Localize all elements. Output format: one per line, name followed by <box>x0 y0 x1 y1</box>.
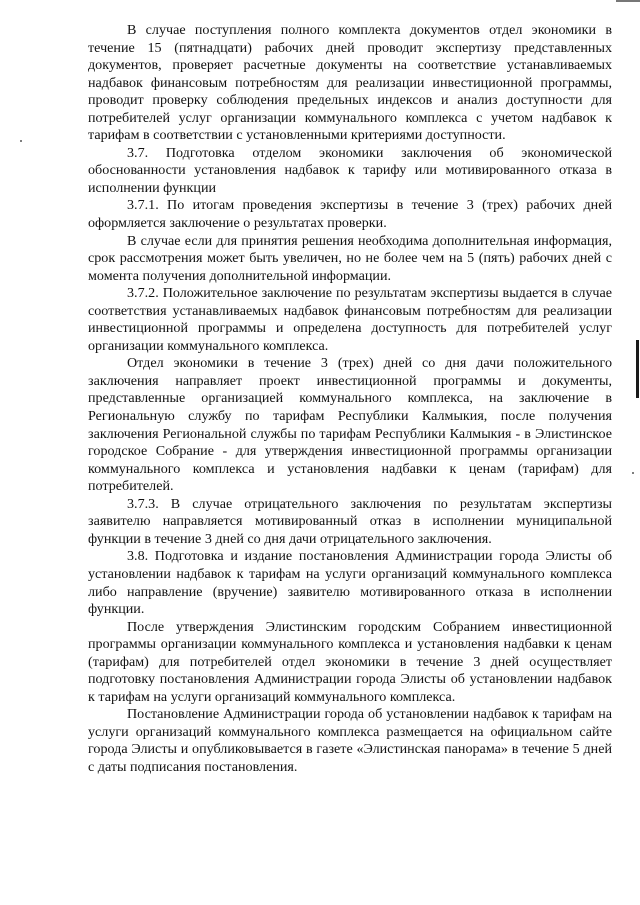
paragraph: Постановление Администрации города об установлении надбавок к тарифам на услуги организаций коммунального комплекса размещается на официальном сайте города Элисты и опубликовывается в газете «Элистинская панорама» в течение 5 дней с даты подписания постановления. <box>88 706 612 775</box>
paragraph: Отдел экономики в течение 3 (трех) дней со дня дачи положительного заключения направляет проект инвестиционной программы и документы, представленные организацией коммунального комплекса, на заключение в Региональную службу по тарифам Республики Калмыкия, после получения заключения Региональной службы по тарифам Республики Калмыкия - в Элистинское городское Собрание - для утверждения инвестиционной программы организации коммунального комплекса и установления надбавки к ценам (тарифам) для потребителей. <box>88 355 612 495</box>
scan-speck <box>632 472 634 474</box>
scan-corner-mark <box>616 0 640 2</box>
paragraph: 3.7.1. По итогам проведения экспертизы в течение 3 (трех) рабочих дней оформляется заключение о результатах проверки. <box>88 197 612 232</box>
scan-edge-mark <box>636 340 639 398</box>
paragraph: 3.8. Подготовка и издание постановления Администрации города Элисты об установлении надбавок к тарифам на услуги организаций коммунального комплекса либо направление (вручение) заявителю мотивированного отказа в исполнении функции. <box>88 548 612 618</box>
scan-speck <box>20 140 22 142</box>
document-body <box>88 22 612 777</box>
paragraph: 3.7.3. В случае отрицательного заключения по результатам экспертизы заявителю направляется мотивированный отказ в исполнении муниципальной функции в течение 3 дней со дня дачи отрицательного заключения. <box>88 495 612 547</box>
paragraph: После утверждения Элистинским городским Собранием инвестиционной программы организации коммунального комплекса и установления надбавки к ценам (тарифам) для потребителей отдел экономики в течение 3 дней осуществляет подготовку постановления Администрации города Элисты об установлении надбавок к тарифам на услуги организаций коммунального комплекса. <box>88 618 612 705</box>
paragraph: В случае если для принятия решения необходима дополнительная информация, срок рассмотрения может быть увеличен, но не более чем на 5 (пять) рабочих дней с момента получения дополнительной информации. <box>88 232 612 284</box>
paragraph: В случае поступления полного комплекта документов отдел экономики в течение 15 (пятнадцати) рабочих дней проводит экспертизу представленных документов, проверяет расчетные документы на соответствие устанавливаемых надбавок финансовым потребностям для реализации инвестиционной программы, проводит проверку соблюдения предельных индексов и анализ доступности для потребителей услуг организации коммунального комплекса с учетом надбавок к тарифам в соответствии с установленными критериями доступности. <box>88 22 612 144</box>
paragraph: 3.7. Подготовка отделом экономики заключения об экономической обоснованности установления надбавок к тарифу или мотивированного отказа в исполнении функции <box>88 144 612 196</box>
paragraph: 3.7.2. Положительное заключение по результатам экспертизы выдается в случае соответствия устанавливаемых надбавок финансовым потребностям для реализации инвестиционной программы и определена доступность для потребителей услуг организации коммунального комплекса. <box>88 285 612 354</box>
